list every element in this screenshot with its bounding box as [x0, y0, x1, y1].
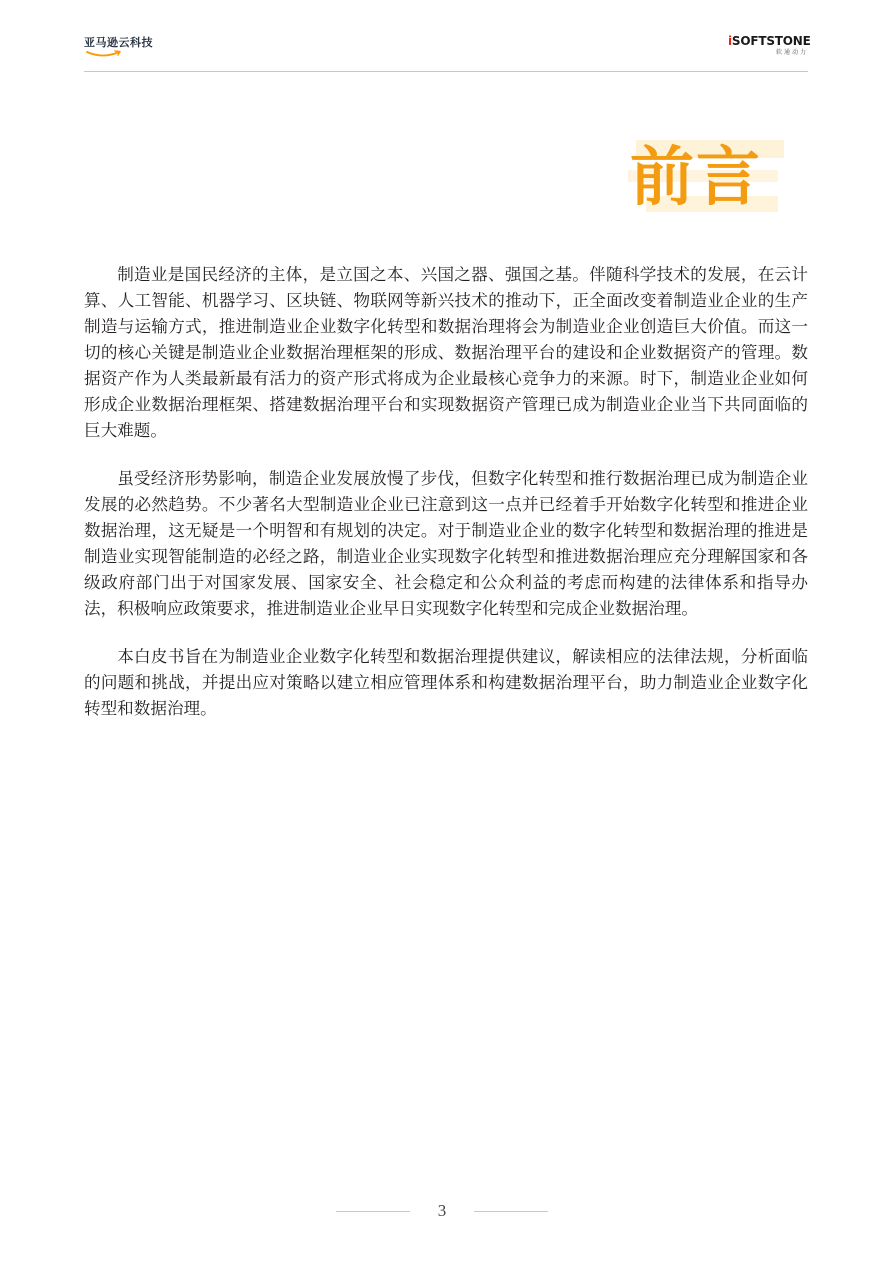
- isoftstone-logo-i: i: [728, 34, 732, 48]
- footer-divider-right: [474, 1211, 548, 1212]
- isoftstone-logo: [728, 34, 811, 64]
- page-number: 3: [437, 1201, 447, 1220]
- section-title-block: [626, 136, 786, 218]
- isoftstone-logo-subtitle: 软通动力: [775, 49, 808, 56]
- body-text: [84, 262, 808, 744]
- isoftstone-logo-text: [728, 34, 811, 48]
- paragraph-1: 制造业是国民经济的主体，是立国之本、兴国之器、强国之基。伴随科学技术的发展，在云计算、人工智能、机器学习、区块链、物联网等新兴技术的推动下，正全面改变着制造业企业的生产制造与运输方式，推进制造业企业数字化转型和数据治理将会为制造业企业创造巨大价值。而这一切的核心关键是制造业企业数据治理框架的形成、数据治理平台的建设和企业数据资产的管理。数据资产作为人类最新最有活力的资产形式将成为企业最核心竞争力的来源。时下，制造业企业如何形成企业数据治理框架、搭建数据治理平台和实现数据资产管理已成为制造业企业当下共同面临的巨大难题。: [84, 265, 808, 440]
- page-title: 前言: [630, 141, 762, 215]
- page-header: [84, 30, 811, 72]
- isoftstone-logo-word: SOFTSTONE: [731, 34, 811, 48]
- amazon-cloud-logo: [84, 34, 174, 62]
- paragraph-3: 本白皮书旨在为制造业企业数字化转型和数据治理提供建议，解读相应的法律法规，分析面临的问题和挑战，并提出应对策略以建立相应管理体系和构建数据治理平台，助力制造业企业数字化转型和数据治理。: [84, 647, 808, 718]
- amazon-cloud-logo-text: 亚马逊云科技: [84, 36, 153, 49]
- page-footer: [0, 1198, 892, 1226]
- paragraph-2: 虽受经济形势影响，制造企业发展放慢了步伐，但数字化转型和推行数据治理已成为制造企业发展的必然趋势。不少著名大型制造业企业已注意到这一点并已经着手开始数字化转型和推进企业数据治理，这无疑是一个明智和有规划的决定。对于制造业企业的数字化转型和数据治理的推进是制造业实现智能制造的必经之路，制造业企业实现数字化转型和推进数据治理应充分理解国家和各级政府部门出于对国家发展、国家安全、社会稳定和公众利益的考虑而构建的法律体系和指导办法，积极响应政策要求，推进制造业企业早日实现数字化转型和完成企业数据治理。: [84, 469, 808, 618]
- amazon-smile-icon: [86, 50, 122, 58]
